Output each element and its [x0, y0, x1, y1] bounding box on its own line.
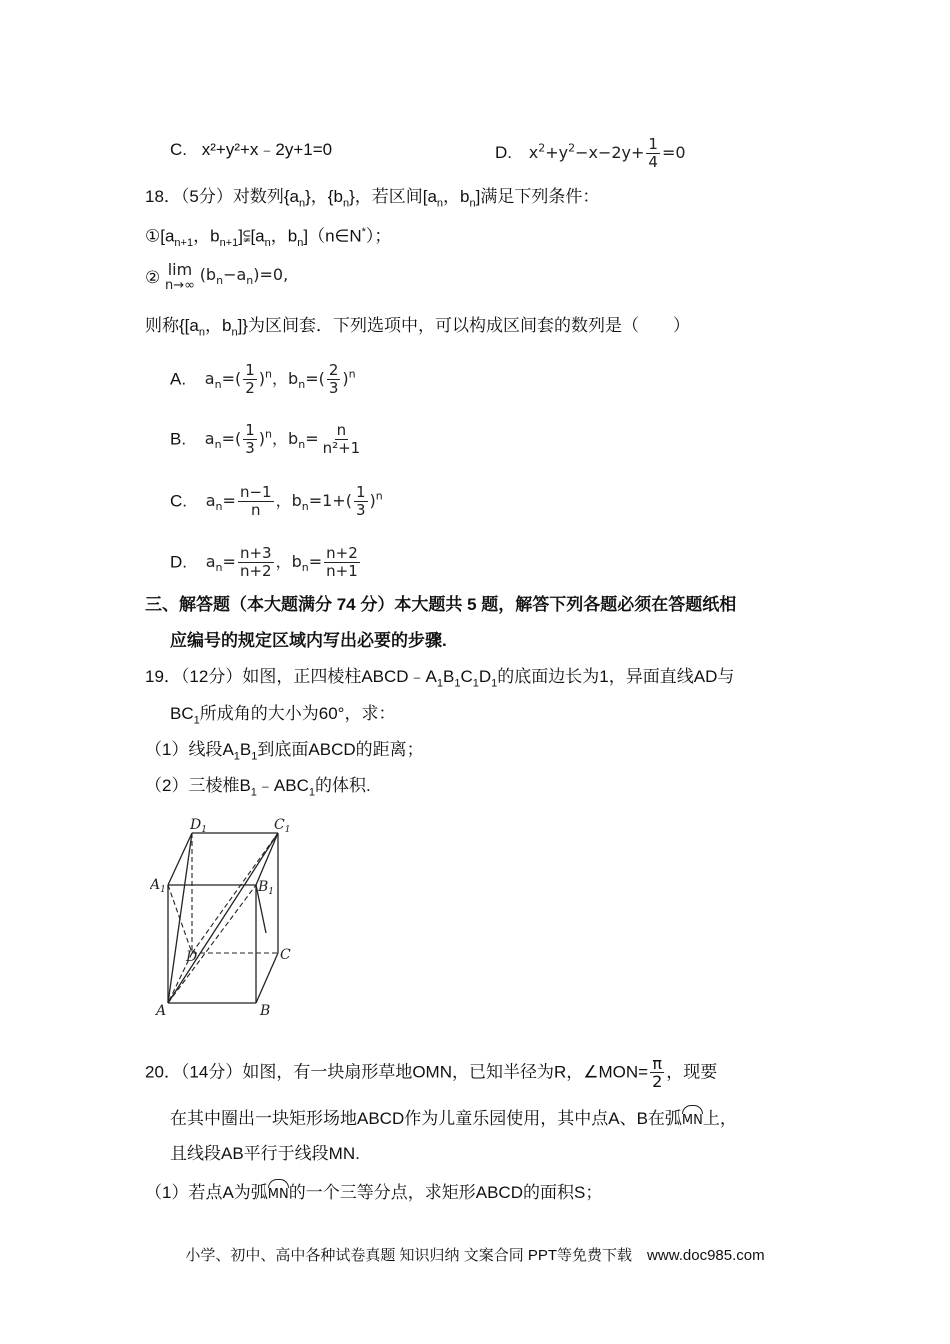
q18-head: 18．（5分）对数列$\{a_n\}$，$\{b_n\}$，若区间[$a_n$，$b_n$]满足下列条件： [145, 187, 600, 210]
q18-option-d: D. $a_n=$ $\frac{n+3}{n+2}$ ，$b_n=$ $\frac{n+2}{n+1}$ [170, 544, 358, 580]
q17-option-d [495, 136, 686, 171]
q17-option-c-label: C. [170, 140, 187, 159]
q20-angle-fraction: $\frac{\pi}{2}$ [652, 1054, 663, 1091]
label-a1: $A_1$ [150, 877, 166, 895]
section-3-heading-line2: 应编号的规定区域内写出必要的步骤. [170, 631, 447, 650]
label-c1: $C_1$ [274, 817, 291, 835]
limit-operator: lim n→∞ [164, 260, 195, 293]
hidden-diag-ab1 [168, 885, 256, 1003]
label-b1: $B_1$ [258, 879, 275, 897]
q20-line-2: 在其中圈出一块矩形场地ABCD作为儿童乐园使用，其中点A、B在弧MN上， [170, 1105, 737, 1133]
q17-option-c-expr: x²+y²+x﹣2y+1=0 [201, 140, 333, 159]
q17-option-d-expr: $x^2+y^2-x-2y+$ $\frac{1}{4}$ =0 [528, 135, 686, 171]
q17-d-fraction: $\frac{1}{4}$ [648, 135, 658, 171]
q17-option-c [170, 138, 332, 162]
edge-bc [256, 953, 278, 1003]
q19-line-1: 19．（12分）如图，正四棱柱$ABCD﹣A_1B_1C_1D_1$的底面边长为1，异面直线AD与 [145, 667, 735, 690]
label-b: B [260, 1003, 271, 1019]
page-footer: 小学、初中、高中各种试卷真题 知识归纳 文案合同 PPT等免费下载 www.doc985.com [185, 1247, 765, 1264]
prism-diagram [150, 815, 310, 1020]
label-a: A [156, 1003, 167, 1019]
arc-mn-symbol: MN [268, 1179, 289, 1207]
section-3-heading-line1: 三、解答题（本大题满分 74 分）本大题共 5 题，解答下列各题必须在答题纸相 [145, 595, 737, 614]
q18-option-b: B. $a_n=$( $\frac{1}{3}$ )$^n$，$b_n=$ $\frac{n}{\text{n²+1}}$ [170, 421, 361, 457]
q19-part-2: （2）三棱椎$B_1﹣ABC_1$的体积. [145, 776, 371, 799]
q20-part-1: （1）若点A为弧MN的一个三等分点，求矩形ABCD的面积S； [145, 1179, 602, 1207]
q19-line-2: $BC_1$所成角的大小为60°，求： [170, 704, 396, 727]
q18-condition-2: ② lim n→∞ $(b_n-a_n)=0$, [145, 260, 289, 293]
q18-condition-1: $①[a_{n+1}$，$b_{n+1}]⫋[a_n$，$b_n](n\in N^*)$； [145, 226, 392, 250]
q20-line-3: 且线段AB平行于线段MN. [170, 1144, 360, 1163]
q19-part-1: （1）线段$A_1B_1$到底面ABCD的距离； [145, 740, 424, 763]
q18-option-a: A. $a_n=$( $\frac{1}{2}$ )$^n$，$b_n=$( $\frac{2}{3}$ )$^n$ [170, 361, 356, 397]
q18-stem: 则称{[$a_n$，$b_n$]}为区间套．下列选项中，可以构成区间套的数列是（ ） [145, 316, 690, 339]
hidden-diag-a1d [168, 885, 192, 953]
diag-ac1 [168, 833, 278, 1003]
q17-option-d-label: D. [495, 143, 512, 162]
q18-option-c: C. $a_n=$ $\frac{n-1}{n}$ ，$b_n=1+$( $\frac{1}{3}$ )$^n$ [170, 483, 383, 519]
label-d1: $D_1$ [190, 817, 207, 835]
q20-line-1: 20．（14分）如图，有一块扇形草地OMN，已知半径为R，∠MON= $\frac{\pi}{2}$ ，现要 [145, 1054, 718, 1091]
prism-figure [150, 815, 310, 1025]
arc-mn-symbol: MN [682, 1105, 703, 1133]
label-c: C [280, 947, 291, 963]
label-d: D [186, 949, 198, 965]
